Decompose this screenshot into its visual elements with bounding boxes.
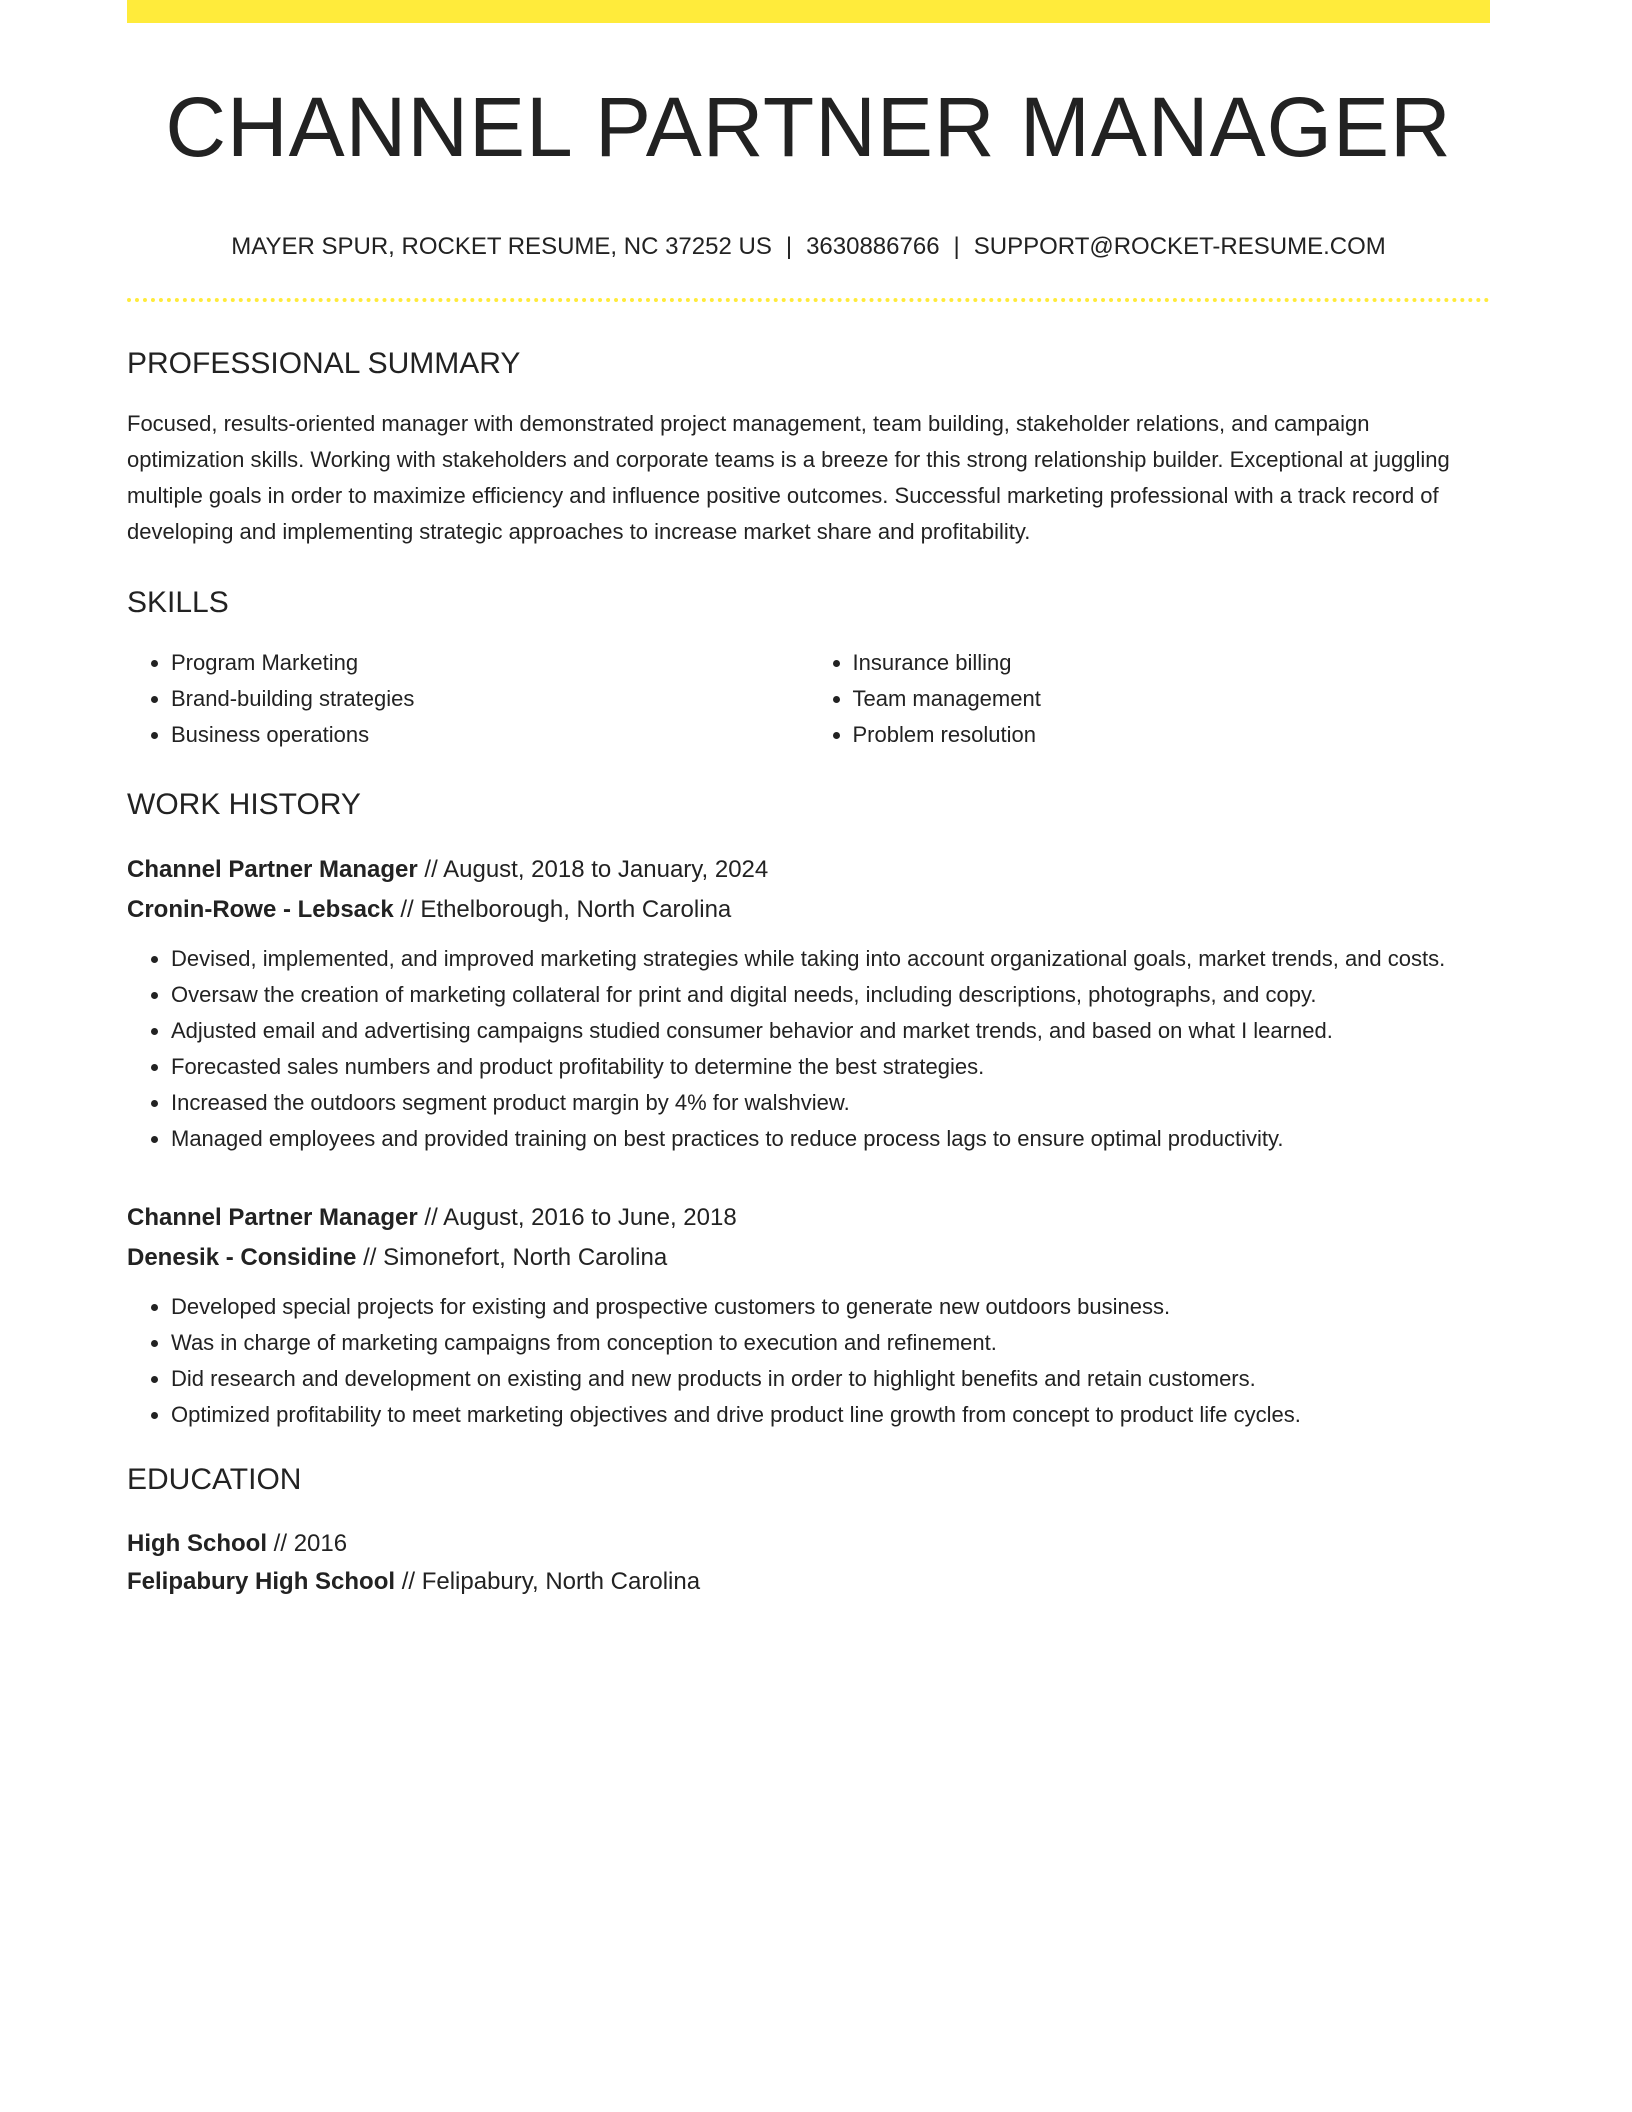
section-title-education: EDUCATION [127,1463,302,1496]
resume-title: CHANNEL PARTNER MANAGER [165,80,1452,174]
job-bullet: • Developed special projects for existing and prospective customers to generate new outdoors business. [171,1289,1490,1325]
education-separator: // [401,1568,416,1595]
job-separator: // [400,896,414,923]
education-school: Felipabury High School [127,1568,396,1595]
summary-text: Focused, results-oriented manager with demonstrated project management, team building, stakeholder relations, and campaign optimization skills. Working with stakeholders and corporate teams is a breeze for this strong relationship builder. Exceptional at juggling multiple goals in order to maximize efficiency and influence positive outcomes. Successful marketing professional with a track record of developing and implementing strategic approaches to increase market share and profitability. [127,411,1450,544]
contact-address: MAYER SPUR, ROCKET RESUME, NC 37252 US [231,233,772,260]
job-bullet: • Forecasted sales numbers and product profitability to determine the best strategies. [171,1049,1490,1085]
contact-line [127,235,1490,259]
job-bullets [127,1289,1490,1433]
job-company-line [127,890,1490,930]
job-company-line [127,1238,1490,1278]
education-school-line [127,1563,1490,1601]
job-entry [127,850,1490,1157]
job-bullet: • Did research and development on existing and new products in order to highlight benefits and retain customers. [171,1361,1490,1397]
contact-email: SUPPORT@ROCKET-RESUME.COM [973,233,1386,260]
job-bullets [127,941,1490,1157]
job-separator: // [424,856,438,883]
job-bullet: • Was in charge of marketing campaigns from conception to execution and refinement. [171,1325,1490,1361]
education-degree: High School [127,1530,267,1557]
job-bullet: • Increased the outdoors segment product margin by 4% for walshview. [171,1085,1490,1121]
job-role-line [127,850,1490,890]
resume-page [127,0,1490,1601]
section-title-skills: SKILLS [127,586,229,619]
skill-item: • Problem resolution [853,717,1491,753]
contact-separator: | [785,233,793,260]
job-separator: // [363,1244,377,1271]
job-dates: August, 2016 to June, 2018 [443,1204,737,1231]
education-entry [127,1525,1490,1601]
job-separator: // [424,1204,438,1231]
contact-separator: | [953,233,960,260]
education-degree-line [127,1525,1490,1563]
skill-item: • Business operations [171,717,809,753]
skills-column-left [127,645,809,753]
job-location: Simonefort, North Carolina [383,1244,668,1271]
dotted-divider [127,298,1490,302]
job-role-line [127,1198,1490,1238]
education-year: 2016 [293,1530,348,1557]
section-title-work-history: WORK HISTORY [127,788,361,821]
skill-item: • Brand-building strategies [171,681,809,717]
job-location: Ethelborough, North Carolina [420,896,732,923]
job-dates: August, 2018 to January, 2024 [443,856,769,883]
job-bullet: • Devised, implemented, and improved marketing strategies while taking into account organizational goals, market trends, and costs. [171,941,1490,977]
top-accent-bar [127,0,1490,23]
skills-column-right [809,645,1491,753]
skills-list [127,645,1490,753]
skill-item: • Insurance billing [853,645,1491,681]
skill-item: • Program Marketing [171,645,809,681]
job-company: Denesik - Considine [127,1244,357,1271]
job-bullet: • Managed employees and provided training on best practices to reduce process lags to ensure optimal productivity. [171,1121,1490,1157]
job-role: Channel Partner Manager [127,856,418,883]
job-bullet: • Oversaw the creation of marketing collateral for print and digital needs, including descriptions, photographs, and copy. [171,977,1490,1013]
job-company: Cronin-Rowe - Lebsack [127,896,394,923]
job-bullet: • Adjusted email and advertising campaigns studied consumer behavior and market trends, and based on what I learned. [171,1013,1490,1049]
job-bullet: • Optimized profitability to meet marketing objectives and drive product line growth from concept to product life cycles. [171,1397,1490,1433]
contact-phone: 3630886766 [806,233,940,260]
job-role: Channel Partner Manager [127,1204,418,1231]
skill-item: • Team management [853,681,1491,717]
education-separator: // [273,1530,288,1557]
section-title-summary: PROFESSIONAL SUMMARY [127,347,521,380]
education-location: Felipabury, North Carolina [421,1568,701,1595]
job-entry [127,1198,1490,1433]
